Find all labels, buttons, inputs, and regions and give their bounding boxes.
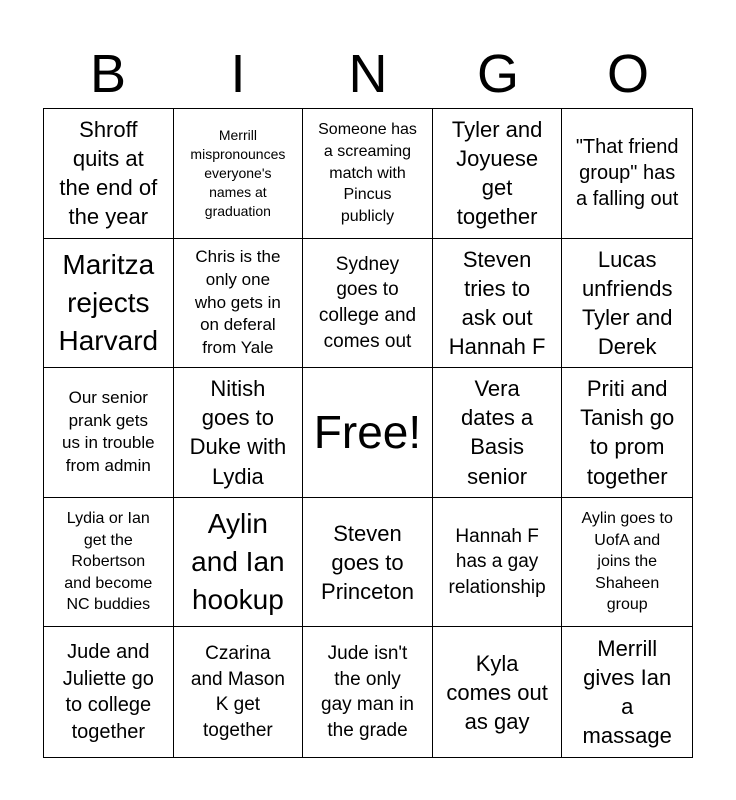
cell-text: Nitish goes to Duke with Lydia: [189, 376, 287, 489]
header-letter-i: I: [230, 44, 246, 104]
bingo-cell-r5-c3[interactable]: [303, 627, 433, 757]
cell-text: Vera dates a Basis senior: [461, 376, 534, 489]
cell-text: Lucas unfriends Tyler and Derek: [581, 246, 673, 359]
cell-text: Kyla comes out as gay: [446, 650, 548, 734]
bingo-cell-r4-c3[interactable]: [303, 498, 433, 628]
cell-text: Steven goes to Princeton: [321, 520, 414, 604]
bingo-cell-r2-c5[interactable]: [562, 239, 692, 369]
bingo-board: [43, 108, 693, 758]
free-space-text: Free!: [313, 406, 422, 459]
cell-text: Lydia or Ian get the Robertson and become NC buddies: [64, 510, 153, 614]
bingo-cell-r4-c2[interactable]: [174, 498, 304, 628]
header-letter-b: B: [89, 44, 127, 104]
bingo-cell-r5-c5[interactable]: [562, 627, 692, 757]
bingo-cell-r3-c5[interactable]: [562, 368, 692, 498]
cell-text: Merrill mispronounces everyone's names at graduation: [190, 127, 286, 219]
bingo-cell-r1-c2[interactable]: [174, 109, 304, 239]
header-letter-g: G: [476, 44, 519, 104]
cell-text: "That friend group" has a falling out: [575, 135, 679, 211]
cell-text: Our senior prank gets us in trouble from admin: [61, 388, 155, 476]
bingo-cell-r1-c4[interactable]: [433, 109, 563, 239]
bingo-cell-r2-c3[interactable]: [303, 239, 433, 369]
bingo-cell-r4-c5[interactable]: [562, 498, 692, 628]
header-letter-n: N: [348, 44, 388, 104]
bingo-cell-r4-c4[interactable]: [433, 498, 563, 628]
cell-text: Sydney goes to college and comes out: [318, 253, 417, 352]
bingo-cell-r2-c2[interactable]: [174, 239, 304, 369]
cell-text: Shroff quits at the end of the year: [59, 117, 158, 230]
cell-text: Hannah F has a gay relationship: [448, 525, 546, 598]
bingo-cell-r3-c3-free[interactable]: [303, 368, 433, 498]
cell-text: Steven tries to ask out Hannah F: [448, 246, 546, 359]
cell-text: Someone has a screaming match with Pincus publicly: [318, 121, 417, 225]
bingo-cell-r2-c1[interactable]: [44, 239, 174, 369]
cell-text: Jude and Juliette go to college together: [62, 641, 154, 743]
cell-text: Merrill gives Ian a massage: [582, 636, 672, 749]
cell-text: Chris is the only one who gets in on deferal from Yale: [194, 247, 281, 357]
bingo-header: [43, 40, 693, 108]
bingo-cell-r1-c3[interactable]: [303, 109, 433, 239]
bingo-cell-r5-c1[interactable]: [44, 627, 174, 757]
bingo-cell-r4-c1[interactable]: [44, 498, 174, 628]
header-letter-o: O: [606, 44, 649, 104]
bingo-cell-r3-c2[interactable]: [174, 368, 304, 498]
cell-text: Aylin goes to UofA and joins the Shaheen group: [581, 510, 673, 614]
cell-text: Maritza rejects Harvard: [58, 249, 159, 356]
bingo-cell-r1-c5[interactable]: [562, 109, 692, 239]
cell-text: Priti and Tanish go to prom together: [580, 376, 675, 489]
bingo-cell-r3-c1[interactable]: [44, 368, 174, 498]
bingo-cell-r5-c2[interactable]: [174, 627, 304, 757]
bingo-cell-r5-c4[interactable]: [433, 627, 563, 757]
bingo-cell-r1-c1[interactable]: [44, 109, 174, 239]
cell-text: Jude isn't the only gay man in the grade: [321, 642, 414, 741]
bingo-cell-r3-c4[interactable]: [433, 368, 563, 498]
cell-text: Aylin and Ian hookup: [191, 508, 285, 615]
cell-text: Tyler and Joyuese get together: [451, 117, 543, 230]
bingo-cell-r2-c4[interactable]: [433, 239, 563, 369]
cell-text: Czarina and Mason K get together: [190, 642, 285, 741]
